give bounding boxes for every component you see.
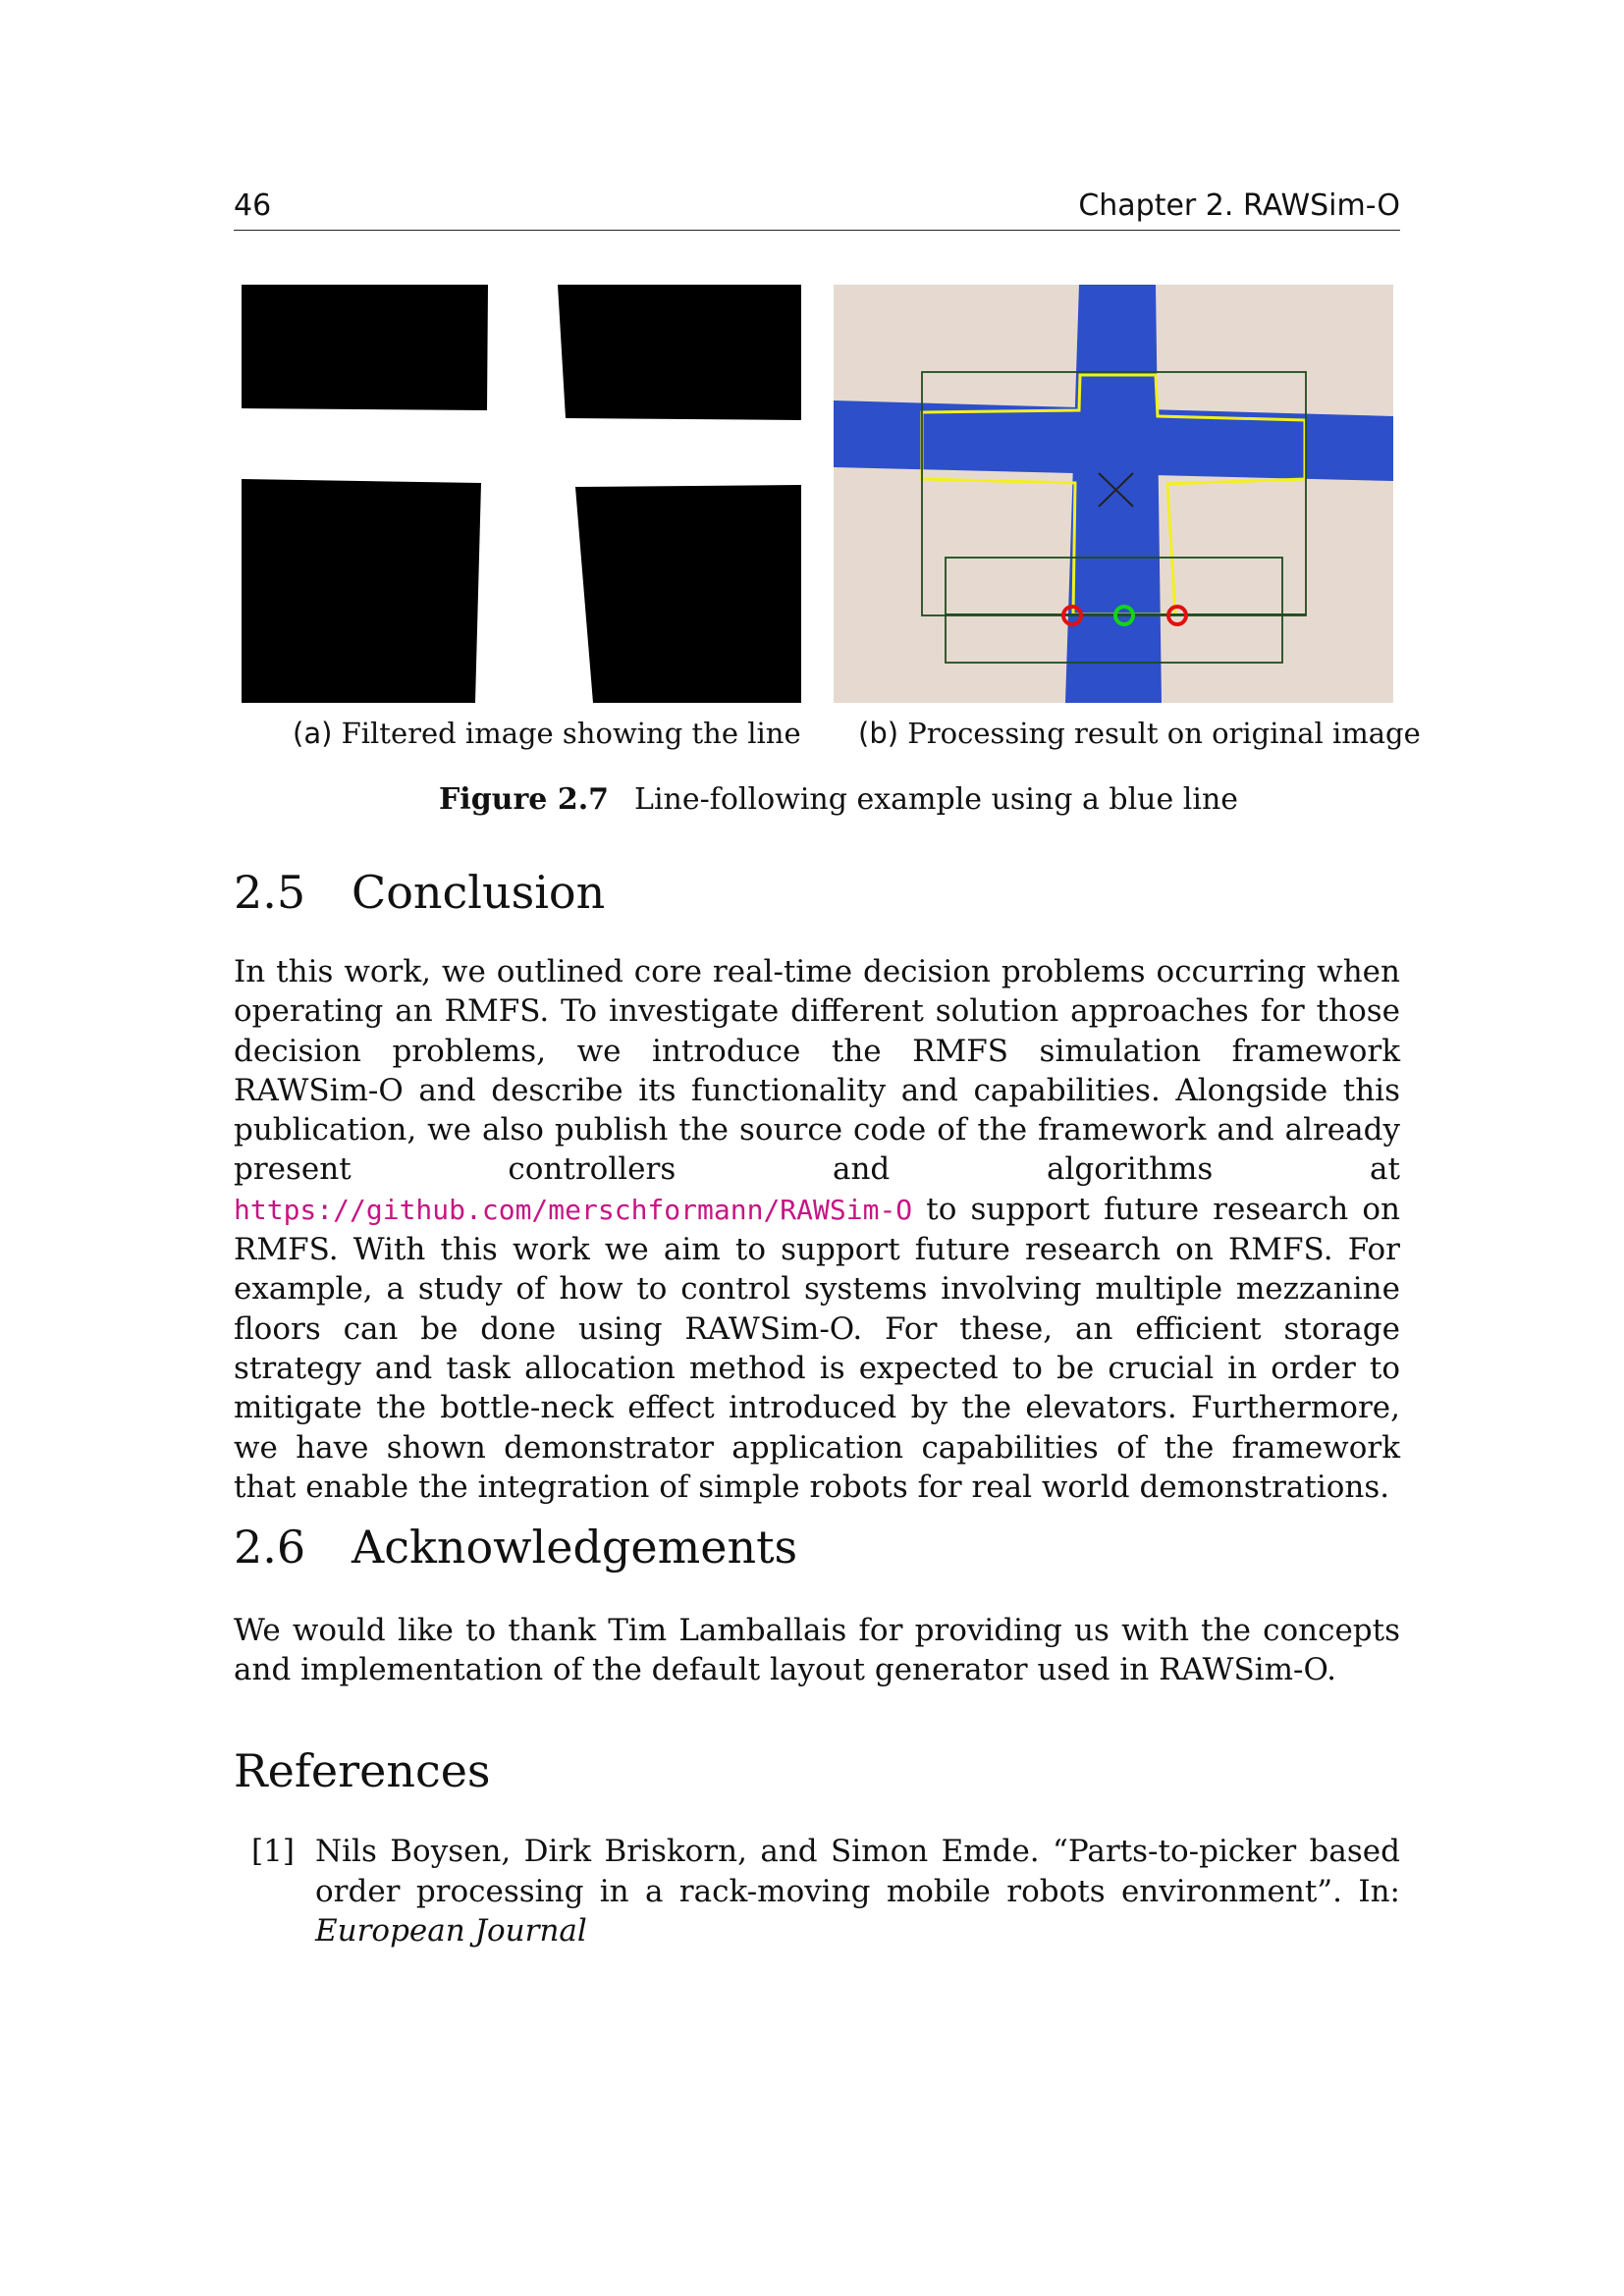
section-heading-acknowledgements: 2.6 Acknowledgements — [234, 1521, 798, 1574]
black-quadrant — [242, 479, 481, 703]
chapter-title: Chapter 2. RAWSim-O — [1078, 188, 1400, 223]
subfigure-a-caption: (a) Filtered image showing the line — [293, 717, 801, 750]
black-quadrant — [575, 485, 801, 703]
black-quadrant — [558, 285, 801, 420]
page-number: 46 — [234, 188, 272, 223]
black-quadrant — [242, 285, 488, 410]
processed-image — [834, 285, 1393, 703]
subfigure-b-caption: (b) Processing result on original image — [858, 717, 1421, 750]
reference-item: [1] Nils Boysen, Dirk Briskorn, and Simon Emde. “Parts-to-picker based order processing in a rack-moving mobile robots environment”. In: European Journal — [251, 1834, 1400, 1949]
github-link[interactable]: https://github.com/merschformann/RAWSim-O — [234, 1193, 913, 1226]
conclusion-paragraph: In this work, we outlined core real-time decision problems occurring when operating an RMFS. To investigate different solution approaches for those decision problems, we introduce the RMFS simulation framework RAWSim-O and describe its functionality and capabilities. Alongside this publication, we also publish the source code of the framework and already present controllers and algorithms at https://github.com/merschformann/RAWSim-O to support future research on RMFS. With this work we aim to support future research on RMFS. For example, a study of how to control systems involving multiple mezzanine floors can be done using RAWSim-O. For these, an efficient storage strategy and task allocation method is expected to be crucial in order to mitigate the bottle-neck effect introduced by the elevators. Furthermore, we have shown demonstrator application capabilities of the framework that enable the integration of simple robots for real world demonstrations. — [234, 954, 1400, 1505]
references-heading: References — [234, 1744, 491, 1797]
figure-caption: Figure 2.7 Line-following example using a blue line — [439, 782, 1239, 817]
page-header — [234, 187, 1400, 231]
acknowledgements-paragraph: We would like to thank Tim Lamballais for providing us with the concepts and implementation of the default layout generator used in RAWSim-O. — [234, 1613, 1400, 1688]
filtered-image — [242, 285, 801, 703]
blue-line-vertical — [1065, 285, 1162, 703]
section-heading-conclusion: 2.5 Conclusion — [234, 866, 606, 919]
